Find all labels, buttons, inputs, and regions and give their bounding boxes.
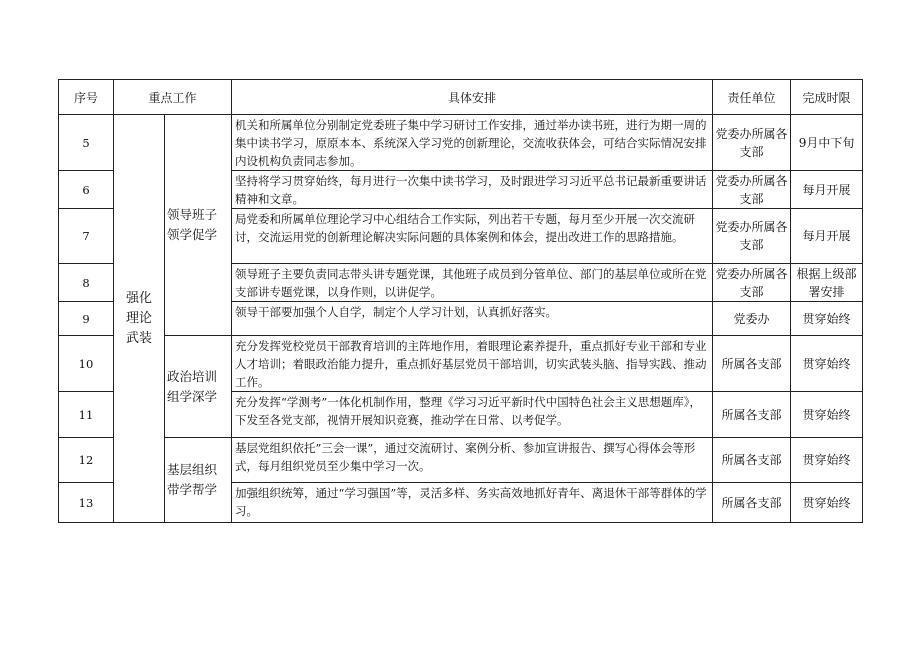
row-unit: 党委办所属各支部 xyxy=(713,209,791,264)
row-time: 贯穿始终 xyxy=(791,336,863,392)
row-arrangement: 充分发挥“学测考”一体化机制作用，整理《学习习近平新时代中国特色社会主义思想题库》，下发至各党支部，视情开展知识竞赛，推动学在日常、以考促学。 xyxy=(232,392,713,438)
row-no: 12 xyxy=(59,438,114,483)
work-plan-table xyxy=(58,79,863,523)
row-arrangement: 坚持将学习贯穿始终，每月进行一次集中读书学习，及时跟进学习习近平总书记最新重要讲话精神和文章。 xyxy=(232,171,713,209)
row-unit: 所属各支部 xyxy=(713,483,791,523)
row-unit: 所属各支部 xyxy=(713,336,791,392)
header-time: 完成时限 xyxy=(791,80,863,115)
row-time: 每月开展 xyxy=(791,171,863,209)
row-no: 11 xyxy=(59,392,114,438)
row-time: 贯穿始终 xyxy=(791,392,863,438)
subcategory-training: 政治培训组学深学 xyxy=(165,336,232,438)
row-unit: 所属各支部 xyxy=(713,392,791,438)
row-arrangement: 充分发挥党校党员干部教育培训的主阵地作用，着眼理论素养提升，重点抓好专业干部和专业人才培训；着眼政治能力提升，重点抓好基层党员干部培训，切实武装头脑、指导实践、推动工作。 xyxy=(232,336,713,392)
table-header-row xyxy=(59,80,863,115)
row-unit: 党委办 xyxy=(713,302,791,336)
row-arrangement: 机关和所属单位分别制定党委班子集中学习研讨工作安排，通过举办读书班，进行为期一周的集中读书学习，原原本本、系统深入学习党的创新理论，交流收获体会，可结合实际情况安排内设机构负责同志参加。 xyxy=(232,115,713,171)
row-unit: 党委办所属各支部 xyxy=(713,171,791,209)
row-unit: 党委办所属各支部 xyxy=(713,115,791,171)
row-no: 8 xyxy=(59,264,114,302)
category-cell: 强化理论武装 xyxy=(114,115,165,523)
row-unit: 党委办所属各支部 xyxy=(713,264,791,302)
row-arrangement: 基层党组织依托”三会一课”，通过交流研讨、案例分析、参加宣讲报告、撰写心得体会等形式，每月组织党员至少集中学习一次。 xyxy=(232,438,713,483)
table-row xyxy=(59,438,863,483)
row-time: 贯穿始终 xyxy=(791,302,863,336)
row-no: 9 xyxy=(59,302,114,336)
table-row xyxy=(59,336,863,392)
row-arrangement: 局党委和所属单位理论学习中心组结合工作实际，列出若干专题，每月至少开展一次交流研讨，交流运用党的创新理论解决实际问题的具体案例和体会，提出改进工作的思路措施。 xyxy=(232,209,713,264)
row-no: 10 xyxy=(59,336,114,392)
row-time: 贯穿始终 xyxy=(791,438,863,483)
row-unit: 所属各支部 xyxy=(713,438,791,483)
header-key-work: 重点工作 xyxy=(114,80,232,115)
row-arrangement: 领导班子主要负责同志带头讲专题党课，其他班子成员到分管单位、部门的基层单位或所在党支部讲专题党课，以身作则，以讲促学。 xyxy=(232,264,713,302)
row-no: 6 xyxy=(59,171,114,209)
header-no: 序号 xyxy=(59,80,114,115)
header-unit: 责任单位 xyxy=(713,80,791,115)
row-time: 根据上级部署安排 xyxy=(791,264,863,302)
row-no: 5 xyxy=(59,115,114,171)
row-arrangement: 领导干部要加强个人自学，制定个人学习计划，认真抓好落实。 xyxy=(232,302,713,336)
header-arrangement: 具体安排 xyxy=(232,80,713,115)
table-row xyxy=(59,115,863,171)
row-no: 13 xyxy=(59,483,114,523)
row-no: 7 xyxy=(59,209,114,264)
row-time: 贯穿始终 xyxy=(791,483,863,523)
subcategory-leader: 领导班子领学促学 xyxy=(165,115,232,336)
subcategory-grassroots: 基层组织带学帮学 xyxy=(165,438,232,523)
row-time: 9月中下旬 xyxy=(791,115,863,171)
row-arrangement: 加强组织统筹，通过“学习强国”等，灵活多样、务实高效地抓好青年、离退休干部等群体的学习。 xyxy=(232,483,713,523)
row-time: 每月开展 xyxy=(791,209,863,264)
